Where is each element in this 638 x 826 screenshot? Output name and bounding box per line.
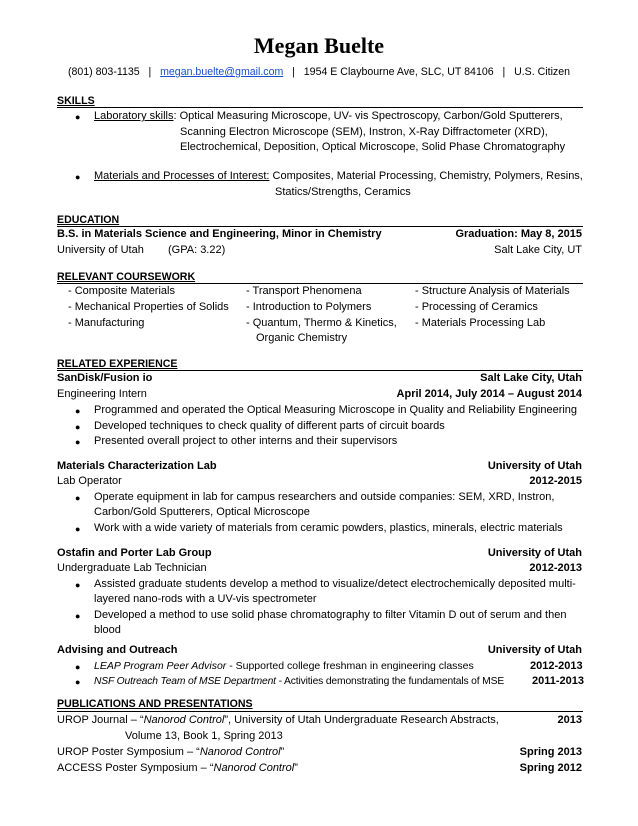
bullet-icon: ● bbox=[75, 422, 81, 432]
job-dates: 2012-2013 bbox=[529, 562, 582, 574]
publication-title: Nanorod Control bbox=[143, 714, 225, 726]
address: 1954 E Claybourne Ave, SLC, UT 84106 bbox=[303, 66, 494, 78]
skills-materials-line bbox=[94, 169, 583, 184]
skills-lab-line-3: Electrochemical, Deposition, Optical Microscope, Solid Phase Chromatography bbox=[180, 141, 566, 153]
coursework-heading: RELEVANT COURSEWORK bbox=[57, 271, 196, 283]
course-item: Organic Chemistry bbox=[256, 332, 348, 344]
publication-date: Spring 2012 bbox=[519, 762, 582, 774]
school-location: Salt Lake City, UT bbox=[494, 244, 582, 256]
job-org: Materials Characterization Lab bbox=[57, 460, 217, 472]
skills-lab-line bbox=[94, 109, 563, 124]
publication-prefix: UROP Poster Symposium – “ bbox=[57, 746, 200, 758]
skills-materials-line-2: Statics/Strengths, Ceramics bbox=[275, 186, 411, 198]
publication bbox=[57, 761, 298, 776]
course-item: - Manufacturing bbox=[68, 317, 145, 329]
outreach-org: Advising and Outreach bbox=[57, 644, 178, 656]
publication bbox=[57, 745, 284, 760]
job-title: Lab Operator bbox=[57, 475, 122, 487]
course-item: - Composite Materials bbox=[68, 285, 175, 297]
bullet-icon: ● bbox=[75, 611, 81, 621]
job-location: Salt Lake City, Utah bbox=[480, 372, 582, 384]
publication-date: Spring 2013 bbox=[519, 746, 582, 758]
skills-lab-line-1: : Optical Measuring Microscope, UV- vis Spectroscopy, Carbon/Gold Sputterers, bbox=[173, 110, 563, 122]
skills-lab-label: Laboratory skills bbox=[94, 110, 174, 122]
separator: | bbox=[148, 66, 152, 78]
outreach-desc: - Supported college freshman in engineering classes bbox=[226, 660, 474, 672]
job-title: Undergraduate Lab Technician bbox=[57, 562, 207, 574]
phone: (801) 803-1135 bbox=[67, 66, 140, 78]
bullet-icon: ● bbox=[75, 493, 81, 503]
skills-lab-line-2: Scanning Electron Microscope (SEM), Instron, X-Ray Diffractometer (XRD), bbox=[180, 126, 548, 138]
bullet-icon: ● bbox=[75, 662, 81, 672]
publication-suffix: ” bbox=[294, 762, 298, 774]
job-bullet: Presented overall project to other interns and their supervisors bbox=[94, 435, 398, 447]
bullet-icon: ● bbox=[75, 112, 81, 122]
bullet-icon: ● bbox=[75, 406, 81, 416]
citizenship: U.S. Citizen bbox=[514, 66, 571, 78]
publication-prefix: ACCESS Poster Symposium – “ bbox=[57, 762, 214, 774]
outreach-desc: - Activities demonstrating the fundamentals of MSE bbox=[275, 676, 505, 687]
separator: | bbox=[292, 66, 295, 78]
bullet-icon: ● bbox=[75, 437, 81, 447]
skills-heading: SKILLS bbox=[57, 95, 95, 107]
bullet-icon: ● bbox=[75, 580, 81, 590]
degree: B.S. in Materials Science and Engineering, Minor in Chemistry bbox=[57, 228, 382, 240]
separator: | bbox=[502, 66, 506, 78]
course-item: - Transport Phenomena bbox=[246, 285, 362, 297]
bullet-icon: ● bbox=[75, 524, 81, 534]
outreach-dates: 2012-2013 bbox=[530, 660, 583, 672]
resume-name: Megan Buelte bbox=[253, 33, 385, 58]
bullet-icon: ● bbox=[75, 172, 81, 182]
course-item: - Structure Analysis of Materials bbox=[415, 285, 570, 297]
course-item: - Quantum, Thermo & Kinetics, bbox=[246, 317, 397, 329]
job-dates: 2012-2015 bbox=[529, 475, 582, 487]
job-title: Engineering Intern bbox=[57, 388, 147, 400]
outreach-location: University of Utah bbox=[487, 644, 582, 656]
job-bullet: Operate equipment in lab for campus researchers and outside companies: SEM, XRD, Instron, Carbon/Gold Sputterers, Optical Microscope bbox=[94, 491, 555, 518]
graduation-date: Graduation: May 8, 2015 bbox=[455, 228, 582, 240]
experience-heading: RELATED EXPERIENCE bbox=[57, 358, 178, 370]
course-item: - Materials Processing Lab bbox=[415, 317, 546, 329]
publication bbox=[57, 713, 499, 728]
contact-line bbox=[0, 65, 638, 80]
job-bullet: Developed techniques to check quality of different parts of circuit boards bbox=[94, 420, 445, 432]
publication-title: Nanorod Control bbox=[213, 762, 295, 774]
course-item: - Introduction to Polymers bbox=[246, 301, 372, 313]
bullet-icon: ● bbox=[75, 677, 81, 687]
job-bullet: Developed a method to use solid phase chromatography to filter Vitamin D out of serum and then blood bbox=[94, 609, 567, 636]
publication-date: 2013 bbox=[557, 714, 582, 726]
job-org: SanDisk/Fusion io bbox=[57, 372, 153, 384]
course-item: - Processing of Ceramics bbox=[415, 301, 538, 313]
job-bullet: Programmed and operated the Optical Measuring Microscope in Quality and Reliability Engineering bbox=[94, 404, 578, 416]
skills-materials-line-1: Composites, Material Processing, Chemistry, Polymers, Resins, bbox=[272, 170, 583, 182]
job-location: University of Utah bbox=[487, 460, 582, 472]
divider bbox=[57, 107, 583, 108]
school: University of Utah bbox=[57, 244, 144, 256]
publication-volume: Volume 13, Book 1, Spring 2013 bbox=[125, 730, 283, 742]
skills-materials-label: Materials and Processes of Interest: bbox=[94, 170, 270, 182]
job-org: Ostafin and Porter Lab Group bbox=[57, 547, 212, 559]
publications-heading: PUBLICATIONS AND PRESENTATIONS bbox=[57, 698, 253, 710]
outreach-role: LEAP Program Peer Advisor bbox=[94, 660, 227, 672]
email-link[interactable]: megan.buelte@gmail.com bbox=[160, 66, 284, 78]
publication-title: Nanorod Control bbox=[199, 746, 281, 758]
course-item: - Mechanical Properties of Solids bbox=[68, 301, 229, 313]
job-bullet: Assisted graduate students develop a method to visualize/detect electrochemically deposited multi-layered nano-rods with a UV-vis spectrometer bbox=[94, 578, 576, 605]
outreach-item bbox=[94, 659, 474, 674]
outreach-item bbox=[94, 674, 504, 689]
publication-suffix: ” bbox=[280, 746, 285, 758]
divider bbox=[57, 711, 583, 712]
outreach-role: NSF Outreach Team of MSE Department bbox=[94, 676, 276, 687]
job-dates: April 2014, July 2014 – August 2014 bbox=[396, 388, 582, 400]
publication-prefix: UROP Journal – “ bbox=[57, 714, 144, 726]
job-location: University of Utah bbox=[487, 547, 582, 559]
education-heading: EDUCATION bbox=[57, 214, 120, 226]
outreach-dates: 2011-2013 bbox=[532, 675, 584, 687]
job-bullet: Work with a wide variety of materials from ceramic powders, plastics, minerals, electric materials bbox=[94, 522, 563, 534]
publication-suffix: ”, University of Utah Undergraduate Research Abstracts, bbox=[224, 714, 499, 726]
gpa: (GPA: 3.22) bbox=[168, 244, 226, 256]
